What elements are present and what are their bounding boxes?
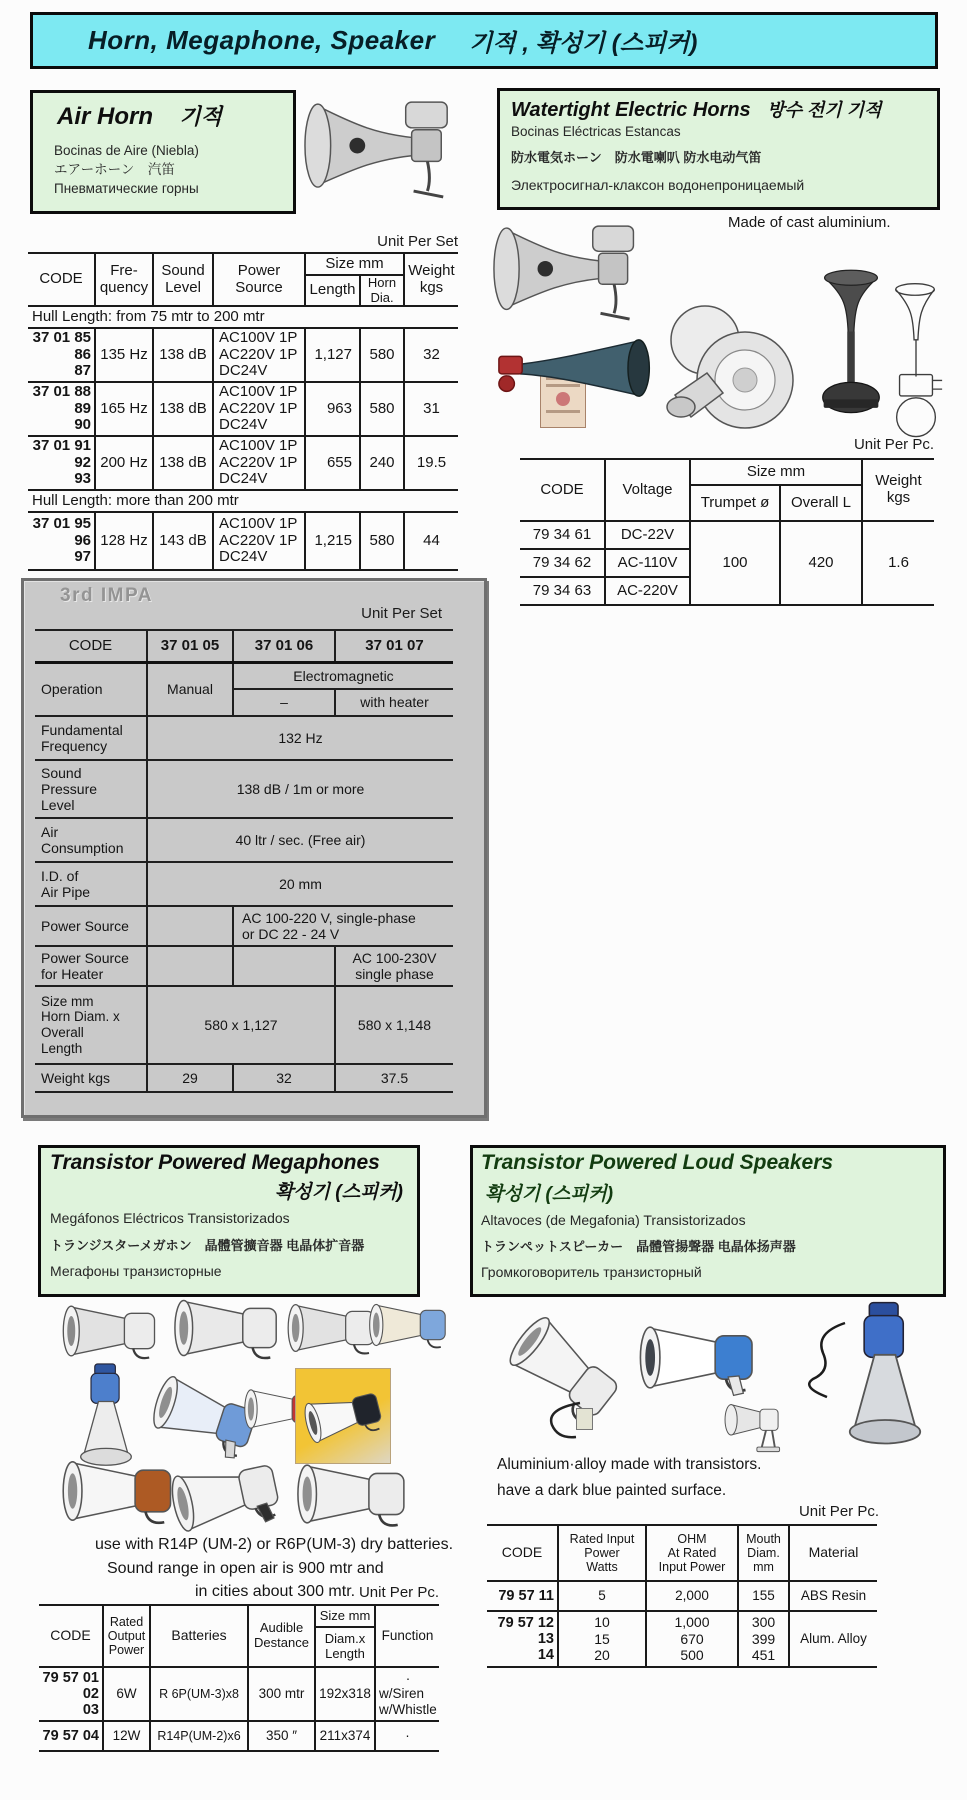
header-code-1: 37 01 05: [147, 630, 233, 662]
table-row: [28, 382, 458, 436]
header-overall: Overall L: [780, 485, 862, 521]
cell-batteries: R14P(UM-2)x6: [150, 1721, 248, 1751]
impa-watermark: 3rd IMPA: [60, 585, 153, 606]
cell-dia: 580: [360, 512, 404, 570]
air-horn-subtitle-ru: Пневматические горны: [54, 181, 199, 196]
air-horn-title: Air Horn: [57, 103, 153, 130]
header-material: Material: [789, 1525, 877, 1581]
cell-power: 12W: [103, 1721, 150, 1751]
hull-length-band-label: Hull Length: from 75 mtr to 200 mtr: [28, 306, 458, 328]
header-size-mm: Size mm: [315, 1605, 375, 1627]
impa-unit-label: Unit Per Set: [361, 605, 442, 622]
header-mouth: Mouth Diam. mm: [738, 1525, 789, 1581]
cell-code: 79 57 11: [487, 1581, 558, 1611]
header-trumpet: Trumpet ø: [690, 485, 780, 521]
header-code-3: 37 01 07: [335, 630, 453, 662]
cell-overall: 420: [780, 521, 862, 605]
header-ohm: OHM At Rated Input Power: [646, 1525, 738, 1581]
label-air-consumption: Air Consumption: [35, 818, 147, 862]
cell-weight: 44: [404, 512, 458, 570]
header-length: Length: [305, 275, 360, 306]
header-frequency: Fre- quency: [95, 253, 153, 306]
chrome-horn-photo: [645, 295, 815, 445]
electric-horn-photo: [492, 212, 647, 340]
megaphones-title-korean: 확성기 (스피커): [274, 1182, 403, 1203]
megaphone-photo: [170, 1292, 288, 1364]
cell-length: 655: [305, 436, 360, 490]
label-size: Size mm Horn Diam. x Overall Length: [35, 986, 147, 1064]
impa-spec-table: [35, 629, 453, 1093]
cell-spl-value: 138 dB / 1m or more: [147, 760, 453, 818]
cell-code: 79 57 01 02 03: [39, 1667, 103, 1721]
megaphones-table: [39, 1604, 439, 1752]
cell-code: 37 01 91 92 93: [28, 436, 95, 490]
header-weight: Weight kgs: [862, 459, 934, 521]
header-code: CODE: [28, 253, 95, 306]
cell-mouth: 300 399 451: [738, 1611, 789, 1667]
cell-heater-value: AC 100-230V single phase: [335, 946, 453, 986]
cell-weight-1: 29: [147, 1064, 233, 1092]
header-code: CODE: [520, 459, 605, 521]
loudspeakers-table: [487, 1524, 877, 1668]
cell-frequency: 200 Hz: [95, 436, 153, 490]
table-header-row: [487, 1525, 877, 1581]
header-rated-input: Rated Input Power Watts: [558, 1525, 646, 1581]
header-code: CODE: [39, 1605, 103, 1667]
cell-dia: 580: [360, 328, 404, 382]
megaphones-subtitle-es: Megáfonos Eléctricos Transistorizados: [50, 1210, 290, 1226]
cell-with-heater: with heater: [335, 689, 453, 716]
cell-ohm: 1,000 670 500: [646, 1611, 738, 1667]
cell-code: 79 34 61: [520, 521, 605, 549]
watertight-horns-panel: [497, 88, 940, 210]
loudspeaker-photo: [635, 1305, 765, 1410]
cell-dash: –: [233, 689, 335, 716]
cell-length: 1,127: [305, 328, 360, 382]
cell-material: Alum. Alloy: [789, 1611, 877, 1667]
cell-manual: Manual: [147, 662, 233, 716]
material-note: Aluminium·alloy made with transistors.: [497, 1456, 762, 1473]
loudspeakers-subtitle-ru: Громкоговоритель транзисторный: [481, 1264, 702, 1280]
watertight-table: [520, 458, 934, 606]
cell-watts: 10 15 20: [558, 1611, 646, 1667]
spec-row-operation: [35, 662, 453, 689]
made-of-note: Made of cast aluminium.: [728, 214, 891, 231]
air-horn-subtitle-ja: エアーホーン 汽笛: [54, 162, 175, 177]
cell-audible: 300 mtr: [248, 1667, 315, 1721]
horn-line-drawing: [886, 278, 946, 448]
cell-voltage: AC-220V: [605, 577, 690, 605]
cell-code: 37 01 85 86 87: [28, 328, 95, 382]
spec-row-size: [35, 986, 453, 1064]
header-size-mm: Size mm: [305, 253, 404, 275]
cell-power: AC100V 1P AC220V 1P DC24V: [213, 382, 305, 436]
surface-note: have a dark blue painted surface.: [497, 1482, 727, 1499]
watertight-subtitle-ja: 防水電気ホーン 防水電喇叭 防水电动气笛: [511, 150, 762, 165]
dark-trumpet-horn-photo: [495, 332, 660, 407]
header-rated-output: Rated Output Power: [103, 1605, 150, 1667]
header-sound-level: Sound Level: [153, 253, 213, 306]
label-power-heater: Power Source for Heater: [35, 946, 147, 986]
cell-code: 79 34 63: [520, 577, 605, 605]
air-horn-title-korean: 기적: [179, 104, 222, 129]
sound-range-note: Sound range in open air is 900 mtr and: [107, 1560, 384, 1577]
cell-size: 192x318: [315, 1667, 375, 1721]
watertight-subtitle-ru: Электросигнал-клаксон водонепроницаемый: [511, 177, 805, 193]
header-size-mm: Size mm: [690, 459, 862, 485]
cord-graphic: [530, 1395, 590, 1450]
spec-row-heater: [35, 946, 453, 986]
impa-spec-panel: [21, 578, 487, 1118]
cell-air-value: 40 ltr / sec. (Free air): [147, 818, 453, 862]
mini-speaker-photo: [722, 1398, 794, 1456]
cell-frequency: 135 Hz: [95, 328, 153, 382]
spec-row-air: [35, 818, 453, 862]
cell-power: AC100V 1P AC220V 1P DC24V: [213, 328, 305, 382]
air-horn-table: [28, 252, 458, 571]
cell-dia: 580: [360, 382, 404, 436]
loudspeakers-subtitle-ja: トランペットスピーカー 晶體管揚聲器 电晶体扬声器: [481, 1239, 796, 1254]
spec-row-power: [35, 906, 453, 946]
air-horn-unit-label: Unit Per Set: [377, 233, 458, 250]
spec-row-spl: [35, 760, 453, 818]
spec-row-id: [35, 862, 453, 906]
label-fundamental-frequency: Fundamental Frequency: [35, 716, 147, 760]
megaphones-subtitle-ja: トランジスターメガホン 晶體管擴音器 电晶体扩音器: [50, 1238, 365, 1253]
header-horn-dia: Horn Dia.: [360, 275, 404, 306]
cell-audible: 350 ″: [248, 1721, 315, 1751]
air-horn-photo: [303, 94, 461, 212]
watertight-title: Watertight Electric Horns: [511, 99, 751, 121]
cell-code: 37 01 88 89 90: [28, 382, 95, 436]
label-operation: Operation: [35, 662, 147, 716]
cell-weight: 32: [404, 328, 458, 382]
cell-power: AC100V 1P AC220V 1P DC24V: [213, 436, 305, 490]
cell-ohm: 2,000: [646, 1581, 738, 1611]
cell-function: ·: [375, 1721, 439, 1751]
cell-sound: 138 dB: [153, 328, 213, 382]
cell-mouth: 155: [738, 1581, 789, 1611]
loudspeakers-title-korean: 확성기 (스피커): [485, 1184, 614, 1205]
page-header: [30, 12, 938, 69]
page-title-korean: 기적 , 확성기 (스피커): [469, 30, 698, 57]
cell-power-value: AC 100-220 V, single-phase or DC 22 - 24 V: [233, 906, 453, 946]
table-row: [520, 521, 934, 549]
megaphone-photo: [292, 1458, 417, 1530]
header-code: CODE: [487, 1525, 558, 1581]
cell-batteries: R 6P(UM-3)x8: [150, 1667, 248, 1721]
watertight-title-korean: 방수 전기 기적: [767, 100, 882, 120]
city-range-note: in cities about 300 mtr.: [195, 1583, 356, 1600]
megaphones-unit-label: Unit Per Pc.: [358, 1584, 439, 1601]
table-header-row: [520, 459, 934, 485]
table-header-row: [35, 630, 453, 662]
header-code: CODE: [35, 630, 147, 662]
hull-length-band: [28, 306, 458, 328]
cell-power: AC100V 1P AC220V 1P DC24V: [213, 512, 305, 570]
label-weight: Weight kgs: [35, 1064, 147, 1092]
cell-size-12: 580 x 1,127: [147, 986, 335, 1064]
loudspeakers-unit-label: Unit Per Pc.: [798, 1503, 879, 1520]
header-power-source: Power Source: [213, 253, 305, 306]
cell-weight-2: 32: [233, 1064, 335, 1092]
cell-frequency-value: 132 Hz: [147, 716, 453, 760]
label-id-air-pipe: I.D. of Air Pipe: [35, 862, 147, 906]
hull-length-band: [28, 490, 458, 512]
cell-length: 963: [305, 382, 360, 436]
megaphones-subtitle-ru: Мегафоны транзисторные: [50, 1263, 222, 1279]
cell-power: 6W: [103, 1667, 150, 1721]
battery-note: use with R14P (UM-2) or R6P(UM-3) dry batteries.: [95, 1536, 454, 1553]
megaphones-title: Transistor Powered Megaphones: [50, 1151, 380, 1174]
cell-electromagnetic: Electromagnetic: [233, 662, 453, 689]
cell-code: 79 57 04: [39, 1721, 103, 1751]
table-row: [39, 1721, 439, 1751]
label-power-source: Power Source: [35, 906, 147, 946]
table-header-row: [28, 253, 458, 275]
air-horn-subtitle-es: Bocinas de Aire (Niebla): [54, 143, 199, 158]
watertight-subtitle-es: Bocinas Eléctricas Estancas: [511, 124, 681, 139]
cell-weight: 31: [404, 382, 458, 436]
loudspeakers-panel: [470, 1145, 946, 1297]
header-batteries: Batteries: [150, 1605, 248, 1667]
header-weight: Weight kgs: [404, 253, 458, 306]
cell-voltage: AC-110V: [605, 549, 690, 577]
cell-weight: 1.6: [862, 521, 934, 605]
cell-length: 1,215: [305, 512, 360, 570]
megaphone-catalog-photo: [295, 1368, 391, 1464]
table-row: [28, 436, 458, 490]
cell-watts: 5: [558, 1581, 646, 1611]
header-code-2: 37 01 06: [233, 630, 335, 662]
loudspeakers-subtitle-es: Altavoces (de Megafonia) Transistorizados: [481, 1212, 746, 1228]
cell-code: 79 57 12 13 14: [487, 1611, 558, 1667]
standing-loudspeaker-photo: [835, 1300, 935, 1450]
table-row: [487, 1611, 877, 1667]
megaphone-photo: [58, 1300, 166, 1362]
cell-trumpet: 100: [690, 521, 780, 605]
cell-id-value: 20 mm: [147, 862, 453, 906]
header-diam-length: Diam.x Length: [315, 1627, 375, 1667]
table-row: [487, 1581, 877, 1611]
header-function: Function: [375, 1605, 439, 1667]
cell-voltage: DC-22V: [605, 521, 690, 549]
pedestal-horn-photo: [818, 262, 884, 434]
cell-empty: [147, 906, 233, 946]
cell-sound: 138 dB: [153, 436, 213, 490]
megaphones-panel: [38, 1145, 420, 1297]
loudspeakers-title: Transistor Powered Loud Speakers: [481, 1151, 834, 1174]
hull-length-band-label: Hull Length: more than 200 mtr: [28, 490, 458, 512]
cell-empty: [147, 946, 233, 986]
air-horn-panel: [30, 90, 296, 214]
page-title: Horn, Megaphone, Speaker: [88, 25, 436, 55]
spec-row-frequency: [35, 716, 453, 760]
watertight-unit-label: Unit Per Pc.: [853, 436, 934, 453]
cell-size: 211x374: [315, 1721, 375, 1751]
cell-frequency: 165 Hz: [95, 382, 153, 436]
cell-weight: 19.5: [404, 436, 458, 490]
label-sound-pressure: Sound Pressure Level: [35, 760, 147, 818]
cell-code: 79 34 62: [520, 549, 605, 577]
table-row: [28, 512, 458, 570]
table-row: [28, 328, 458, 382]
table-row: [39, 1667, 439, 1721]
cell-code: 37 01 95 96 97: [28, 512, 95, 570]
cell-sound: 138 dB: [153, 382, 213, 436]
header-audible: Audible Destance: [248, 1605, 315, 1667]
cell-weight-3: 37.5: [335, 1064, 453, 1092]
cell-frequency: 128 Hz: [95, 512, 153, 570]
cell-size-3: 580 x 1,148: [335, 986, 453, 1064]
cell-function: · w/Siren w/Whistle: [375, 1667, 439, 1721]
spec-row-weight: [35, 1064, 453, 1092]
cell-material: ABS Resin: [789, 1581, 877, 1611]
cell-sound: 143 dB: [153, 512, 213, 570]
cell-empty: [233, 946, 335, 986]
cell-dia: 240: [360, 436, 404, 490]
table-header-row: [39, 1605, 439, 1627]
megaphone-photo: [366, 1296, 454, 1354]
header-voltage: Voltage: [605, 459, 690, 521]
